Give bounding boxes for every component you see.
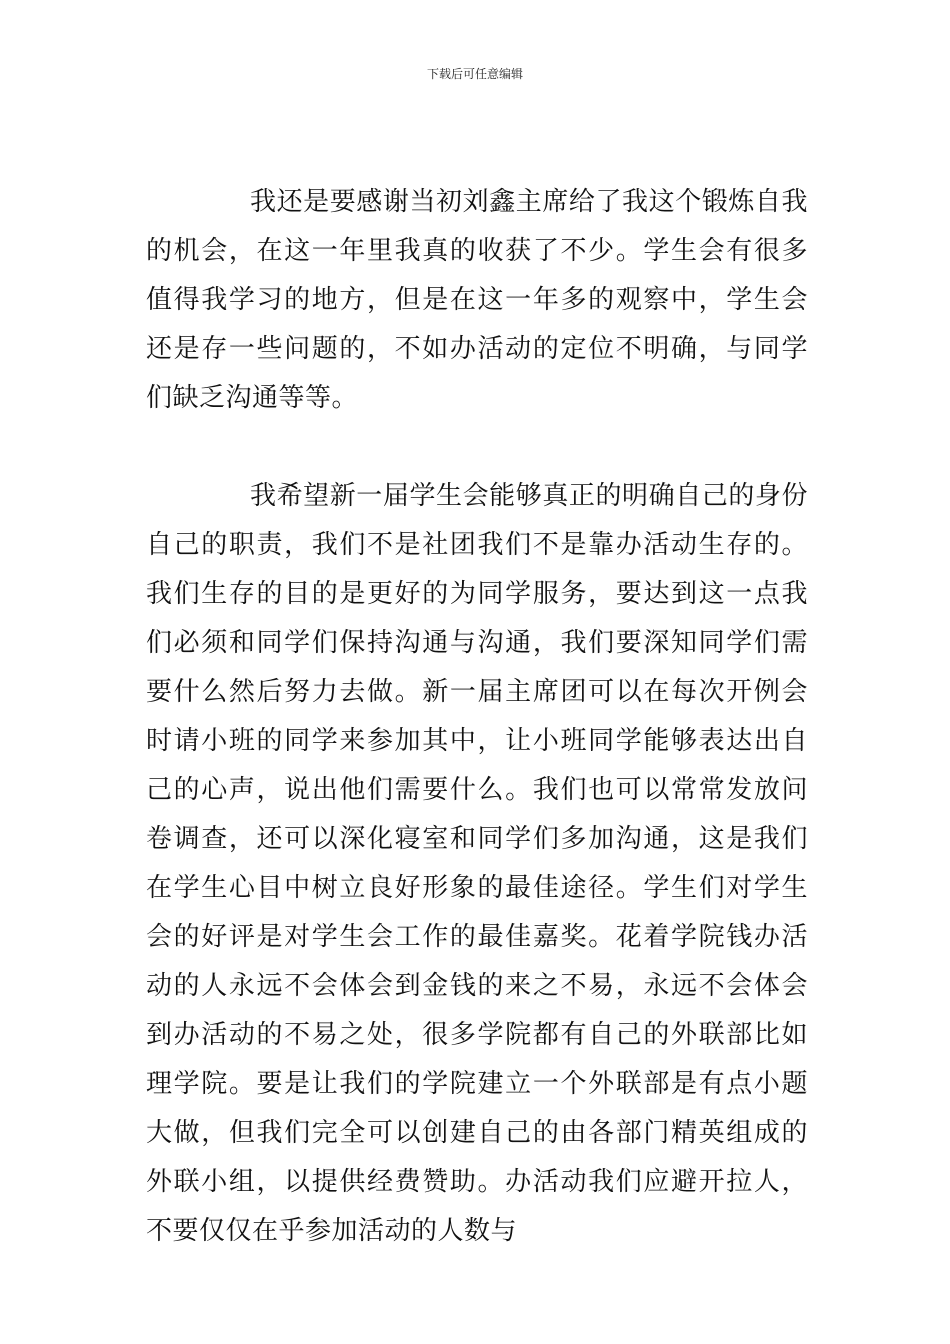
page-header: 下载后可任意编辑 xyxy=(426,67,523,81)
paragraph: 我还是要感谢当初刘鑫主席给了我这个锻炼自我的机会，在这一年里我真的收获了不少。学生会有很多值得我学习的地方，但是在这一年多的观察中，学生会还是存一些问题的，不如办活动的定位不明确，与同学们缺乏沟通等等。 xyxy=(146,187,808,413)
document-body xyxy=(146,178,808,1256)
paragraph: 我希望新一届学生会能够真正的明确自己的身份自己的职责，我们不是社团我们不是靠办活动生存的。我们生存的目的是更好的为同学服务，要达到这一点我们必须和同学们保持沟通与沟通，我们要深知同学们需要什么然后努力去做。新一届主席团可以在每次开例会时请小班的同学来参加其中，让小班同学能够表达出自己的心声，说出他们需要什么。我们也可以常常发放问卷调查，还可以深化寝室和同学们多加沟通，这是我们在学生心目中树立良好形象的最佳途径。学生们对学生会的好评是对学生会工作的最佳嘉奖。花着学院钱办活动的人永远不会体会到金钱的来之不易，永远不会体会到办活动的不易之处，很多学院都有自己的外联部比如理学院。要是让我们的学院建立一个外联部是有点小题大做，但我们完全可以创建自己的由各部门精英组成的外联小组，以提供经费赞助。办活动我们应避开拉人，不要仅仅在乎参加活动的人数与 xyxy=(146,481,808,1246)
